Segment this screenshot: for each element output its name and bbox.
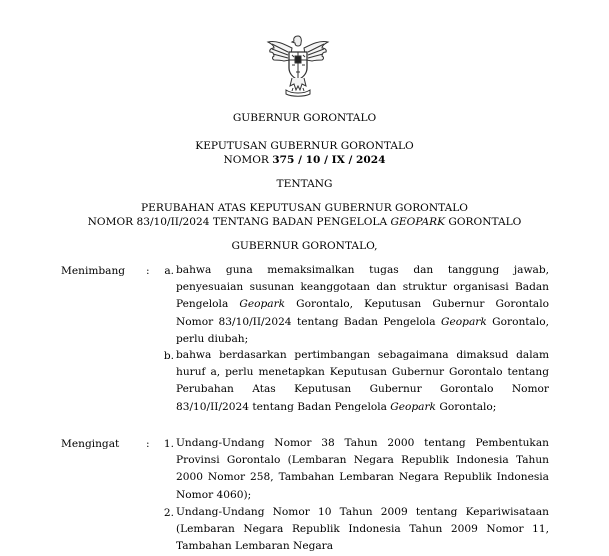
menimbang-b-part1: bahwa berdasarkan pertimbangan sebagaimana dimaksud dalam huruf a, perlu menetapkan Keputusan Gubernur Gorontalo tentang Perubahan Atas Keputusan Gubernur Gorontalo Nomor 83/10/II/2024 tentang Badan Pengelola bbox=[176, 349, 549, 413]
menimbang-a-marker: a. bbox=[164, 265, 174, 277]
garuda-emblem-icon bbox=[262, 30, 334, 102]
menimbang-a-part2: Gorontalo, Keputusan Gubernur Gorontalo Nomor 83/10/II/2024 tentang Badan Pengelola bbox=[176, 298, 549, 328]
mengingat-1-text: Undang-Undang Nomor 38 Tahun 2000 tentang Pembentukan Provinsi Gorontalo (Lembaran Negara Republik Indonesia Tahun 2000 Nomor 258, Tambahan Lembaran Negara Republik Indonesia Nomor 4060); bbox=[176, 437, 549, 501]
menimbang-b-italic1: Geopark bbox=[390, 400, 436, 413]
decree-number bbox=[0, 153, 609, 167]
subject-line-2-text: NOMOR 83/10/II/2024 TENTANG BADAN PENGELOLA bbox=[87, 216, 391, 228]
about-heading: TENTANG bbox=[276, 178, 333, 190]
menimbang-b-part2: Gorontalo; bbox=[435, 400, 497, 413]
decree-number-prefix: NOMOR bbox=[223, 154, 273, 166]
mengingat-1-marker: 1. bbox=[163, 438, 174, 450]
governor-heading: GUBERNUR GORONTALO, bbox=[231, 240, 378, 252]
subject-line-1: PERUBAHAN ATAS KEPUTUSAN GUBERNUR GORONTALO bbox=[141, 202, 468, 214]
menimbang-b-marker: b. bbox=[163, 350, 174, 362]
menimbang-colon: : bbox=[146, 265, 150, 277]
subject-line-2-italic: GEOPARK bbox=[390, 216, 446, 228]
mengingat-label: Mengingat bbox=[61, 438, 120, 450]
mengingat-2-text: Undang-Undang Nomor 10 Tahun 2009 tentang Kepariwisataan (Lembaran Negara Republik Indonesia Tahun 2009 Nomor 11, Tambahan Lembaran Negara bbox=[176, 506, 549, 553]
subject-line-2-end: GORONTALO bbox=[445, 216, 522, 228]
issuer-heading: GUBERNUR GORONTALO bbox=[232, 112, 377, 124]
decree-number-value: 375 / 10 / IX / 2024 bbox=[272, 154, 386, 166]
menimbang-a-italic1: Geopark bbox=[239, 298, 286, 311]
menimbang-b-text bbox=[176, 347, 549, 416]
subject-line-2 bbox=[0, 215, 609, 229]
mengingat-colon: : bbox=[146, 438, 150, 450]
menimbang-a-text bbox=[176, 262, 549, 348]
menimbang-a-part1: bahwa guna memaksimalkan tugas dan tanggung jawab, penyesuaian susunan keanggotaan dan struktur organisasi Badan Pengelola bbox=[176, 264, 549, 311]
mengingat-2-marker: 2. bbox=[163, 507, 174, 519]
menimbang-a-part3: Gorontalo, perlu diubah; bbox=[176, 315, 549, 345]
menimbang-label: Menimbang bbox=[61, 265, 126, 277]
menimbang-a-italic2: Geopark bbox=[441, 315, 487, 328]
decree-title: KEPUTUSAN GUBERNUR GORONTALO bbox=[195, 140, 414, 152]
